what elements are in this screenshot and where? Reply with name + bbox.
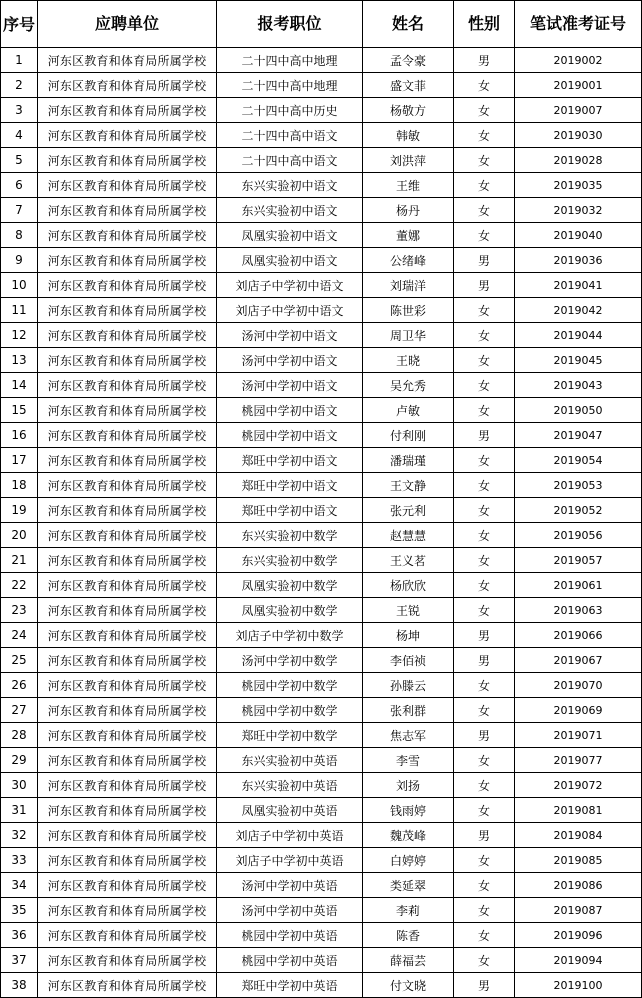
cell-name: 周卫华 (363, 323, 454, 348)
header-unit: 应聘单位 (38, 1, 217, 48)
table-row (1, 923, 642, 948)
cell-seq: 38 (1, 973, 38, 998)
cell-seq: 8 (1, 223, 38, 248)
cell-gender: 男 (454, 973, 515, 998)
cell-seq: 28 (1, 723, 38, 748)
table-row (1, 598, 642, 623)
cell-seq: 25 (1, 648, 38, 673)
cell-name: 王维 (363, 173, 454, 198)
cell-seq: 34 (1, 873, 38, 898)
cell-position: 汤河中学初中语文 (217, 323, 363, 348)
cell-gender: 女 (454, 73, 515, 98)
cell-name: 王晓 (363, 348, 454, 373)
cell-name: 吴允秀 (363, 373, 454, 398)
cell-gender: 女 (454, 323, 515, 348)
cell-gender: 女 (454, 923, 515, 948)
cell-position: 汤河中学初中语文 (217, 348, 363, 373)
cell-unit: 河东区教育和体育局所属学校 (38, 873, 217, 898)
cell-exam-id: 2019084 (515, 823, 642, 848)
cell-gender: 女 (454, 848, 515, 873)
cell-exam-id: 2019100 (515, 973, 642, 998)
cell-position: 刘店子中学初中语文 (217, 273, 363, 298)
cell-exam-id: 2019067 (515, 648, 642, 673)
table-header (1, 1, 642, 48)
cell-unit: 河东区教育和体育局所属学校 (38, 898, 217, 923)
header-exam-id: 笔试准考证号 (515, 1, 642, 48)
cell-name: 王义茗 (363, 548, 454, 573)
cell-seq: 15 (1, 398, 38, 423)
cell-unit: 河东区教育和体育局所属学校 (38, 373, 217, 398)
table-row (1, 48, 642, 73)
cell-position: 东兴实验初中语文 (217, 198, 363, 223)
cell-position: 二十四中高中历史 (217, 98, 363, 123)
cell-name: 李莉 (363, 898, 454, 923)
cell-exam-id: 2019085 (515, 848, 642, 873)
cell-exam-id: 2019070 (515, 673, 642, 698)
header-position: 报考职位 (217, 1, 363, 48)
cell-name: 公绪峰 (363, 248, 454, 273)
cell-gender: 男 (454, 648, 515, 673)
cell-seq: 16 (1, 423, 38, 448)
cell-name: 付利刚 (363, 423, 454, 448)
cell-exam-id: 2019050 (515, 398, 642, 423)
cell-name: 杨敬方 (363, 98, 454, 123)
cell-unit: 河东区教育和体育局所属学校 (38, 148, 217, 173)
cell-unit: 河东区教育和体育局所属学校 (38, 673, 217, 698)
cell-name: 杨欣欣 (363, 573, 454, 598)
table-row (1, 398, 642, 423)
cell-position: 桃园中学初中英语 (217, 948, 363, 973)
cell-seq: 33 (1, 848, 38, 873)
cell-gender: 女 (454, 773, 515, 798)
cell-name: 类延翠 (363, 873, 454, 898)
cell-exam-id: 2019041 (515, 273, 642, 298)
cell-gender: 女 (454, 448, 515, 473)
table-row (1, 298, 642, 323)
cell-unit: 河东区教育和体育局所属学校 (38, 698, 217, 723)
cell-name: 赵慧慧 (363, 523, 454, 548)
cell-position: 凤凰实验初中英语 (217, 798, 363, 823)
cell-exam-id: 2019028 (515, 148, 642, 173)
cell-position: 汤河中学初中英语 (217, 898, 363, 923)
cell-position: 东兴实验初中数学 (217, 523, 363, 548)
cell-gender: 男 (454, 823, 515, 848)
cell-gender: 女 (454, 173, 515, 198)
cell-unit: 河东区教育和体育局所属学校 (38, 48, 217, 73)
table-row (1, 223, 642, 248)
cell-unit: 河东区教育和体育局所属学校 (38, 298, 217, 323)
cell-seq: 27 (1, 698, 38, 723)
cell-gender: 女 (454, 598, 515, 623)
cell-exam-id: 2019044 (515, 323, 642, 348)
table-row (1, 473, 642, 498)
cell-seq: 22 (1, 573, 38, 598)
cell-name: 张利群 (363, 698, 454, 723)
table-row (1, 748, 642, 773)
cell-gender: 女 (454, 523, 515, 548)
cell-position: 东兴实验初中数学 (217, 548, 363, 573)
cell-position: 郑旺中学初中语文 (217, 448, 363, 473)
cell-unit: 河东区教育和体育局所属学校 (38, 248, 217, 273)
cell-unit: 河东区教育和体育局所属学校 (38, 923, 217, 948)
cell-position: 郑旺中学初中英语 (217, 973, 363, 998)
cell-seq: 26 (1, 673, 38, 698)
cell-unit: 河东区教育和体育局所属学校 (38, 323, 217, 348)
cell-position: 凤凰实验初中语文 (217, 248, 363, 273)
cell-unit: 河东区教育和体育局所属学校 (38, 198, 217, 223)
cell-exam-id: 2019077 (515, 748, 642, 773)
cell-seq: 14 (1, 373, 38, 398)
table-row (1, 523, 642, 548)
cell-gender: 女 (454, 748, 515, 773)
cell-seq: 18 (1, 473, 38, 498)
cell-gender: 男 (454, 723, 515, 748)
cell-unit: 河东区教育和体育局所属学校 (38, 473, 217, 498)
cell-unit: 河东区教育和体育局所属学校 (38, 773, 217, 798)
cell-exam-id: 2019054 (515, 448, 642, 473)
cell-seq: 19 (1, 498, 38, 523)
cell-exam-id: 2019040 (515, 223, 642, 248)
cell-exam-id: 2019052 (515, 498, 642, 523)
cell-gender: 女 (454, 298, 515, 323)
cell-name: 刘扬 (363, 773, 454, 798)
table-row (1, 73, 642, 98)
table-row (1, 773, 642, 798)
table-row (1, 98, 642, 123)
cell-unit: 河东区教育和体育局所属学校 (38, 973, 217, 998)
cell-exam-id: 2019030 (515, 123, 642, 148)
cell-exam-id: 2019081 (515, 798, 642, 823)
cell-unit: 河东区教育和体育局所属学校 (38, 548, 217, 573)
cell-name: 卢敏 (363, 398, 454, 423)
table-row (1, 123, 642, 148)
cell-name: 王文静 (363, 473, 454, 498)
cell-exam-id: 2019047 (515, 423, 642, 448)
table-row (1, 498, 642, 523)
header-name: 姓名 (363, 1, 454, 48)
cell-seq: 9 (1, 248, 38, 273)
cell-position: 郑旺中学初中数学 (217, 723, 363, 748)
cell-name: 李雪 (363, 748, 454, 773)
cell-gender: 女 (454, 373, 515, 398)
cell-seq: 4 (1, 123, 38, 148)
cell-unit: 河东区教育和体育局所属学校 (38, 623, 217, 648)
cell-name: 陈香 (363, 923, 454, 948)
header-row (1, 1, 642, 48)
cell-position: 凤凰实验初中数学 (217, 573, 363, 598)
cell-unit: 河东区教育和体育局所属学校 (38, 98, 217, 123)
cell-name: 魏茂峰 (363, 823, 454, 848)
cell-position: 汤河中学初中数学 (217, 648, 363, 673)
cell-gender: 女 (454, 198, 515, 223)
cell-exam-id: 2019007 (515, 98, 642, 123)
table-row (1, 448, 642, 473)
cell-seq: 10 (1, 273, 38, 298)
cell-exam-id: 2019001 (515, 73, 642, 98)
cell-exam-id: 2019096 (515, 923, 642, 948)
table-row (1, 898, 642, 923)
cell-name: 刘洪萍 (363, 148, 454, 173)
cell-unit: 河东区教育和体育局所属学校 (38, 798, 217, 823)
cell-unit: 河东区教育和体育局所属学校 (38, 498, 217, 523)
cell-unit: 河东区教育和体育局所属学校 (38, 223, 217, 248)
cell-position: 桃园中学初中英语 (217, 923, 363, 948)
cell-gender: 女 (454, 98, 515, 123)
cell-name: 薛福芸 (363, 948, 454, 973)
cell-position: 郑旺中学初中语文 (217, 473, 363, 498)
cell-unit: 河东区教育和体育局所属学校 (38, 73, 217, 98)
cell-unit: 河东区教育和体育局所属学校 (38, 123, 217, 148)
cell-seq: 1 (1, 48, 38, 73)
cell-position: 桃园中学初中语文 (217, 423, 363, 448)
cell-gender: 女 (454, 498, 515, 523)
cell-unit: 河东区教育和体育局所属学校 (38, 748, 217, 773)
header-gender: 性别 (454, 1, 515, 48)
table-row (1, 848, 642, 873)
cell-gender: 女 (454, 123, 515, 148)
table-row (1, 798, 642, 823)
table-row (1, 948, 642, 973)
cell-exam-id: 2019086 (515, 873, 642, 898)
cell-name: 白婷婷 (363, 848, 454, 873)
cell-seq: 23 (1, 598, 38, 623)
cell-name: 潘瑞瑾 (363, 448, 454, 473)
cell-name: 李佰祯 (363, 648, 454, 673)
cell-exam-id: 2019036 (515, 248, 642, 273)
table-row (1, 323, 642, 348)
cell-unit: 河东区教育和体育局所属学校 (38, 523, 217, 548)
cell-position: 二十四中高中语文 (217, 123, 363, 148)
table-row (1, 548, 642, 573)
cell-name: 付文晓 (363, 973, 454, 998)
table-row (1, 823, 642, 848)
table-row (1, 623, 642, 648)
cell-seq: 20 (1, 523, 38, 548)
cell-seq: 13 (1, 348, 38, 373)
cell-position: 凤凰实验初中数学 (217, 598, 363, 623)
cell-seq: 29 (1, 748, 38, 773)
cell-name: 韩敏 (363, 123, 454, 148)
cell-exam-id: 2019057 (515, 548, 642, 573)
cell-exam-id: 2019032 (515, 198, 642, 223)
cell-seq: 36 (1, 923, 38, 948)
cell-unit: 河东区教育和体育局所属学校 (38, 598, 217, 623)
cell-seq: 17 (1, 448, 38, 473)
cell-unit: 河东区教育和体育局所属学校 (38, 448, 217, 473)
cell-gender: 男 (454, 423, 515, 448)
cell-seq: 37 (1, 948, 38, 973)
cell-name: 王锐 (363, 598, 454, 623)
table-row (1, 698, 642, 723)
cell-gender: 女 (454, 898, 515, 923)
cell-position: 刘店子中学初中数学 (217, 623, 363, 648)
cell-seq: 32 (1, 823, 38, 848)
cell-seq: 3 (1, 98, 38, 123)
cell-gender: 女 (454, 348, 515, 373)
cell-exam-id: 2019043 (515, 373, 642, 398)
cell-gender: 女 (454, 798, 515, 823)
cell-unit: 河东区教育和体育局所属学校 (38, 273, 217, 298)
cell-name: 钱雨婷 (363, 798, 454, 823)
cell-position: 桃园中学初中数学 (217, 698, 363, 723)
cell-name: 杨丹 (363, 198, 454, 223)
cell-position: 东兴实验初中英语 (217, 773, 363, 798)
cell-gender: 女 (454, 548, 515, 573)
cell-exam-id: 2019066 (515, 623, 642, 648)
table-row (1, 423, 642, 448)
cell-seq: 30 (1, 773, 38, 798)
cell-exam-id: 2019056 (515, 523, 642, 548)
cell-gender: 男 (454, 273, 515, 298)
cell-exam-id: 2019053 (515, 473, 642, 498)
cell-seq: 35 (1, 898, 38, 923)
table-row (1, 173, 642, 198)
cell-position: 刘店子中学初中语文 (217, 298, 363, 323)
cell-position: 凤凰实验初中语文 (217, 223, 363, 248)
cell-unit: 河东区教育和体育局所属学校 (38, 823, 217, 848)
cell-exam-id: 2019061 (515, 573, 642, 598)
cell-exam-id: 2019045 (515, 348, 642, 373)
cell-gender: 女 (454, 223, 515, 248)
cell-seq: 21 (1, 548, 38, 573)
cell-unit: 河东区教育和体育局所属学校 (38, 348, 217, 373)
cell-position: 二十四中高中地理 (217, 48, 363, 73)
cell-seq: 12 (1, 323, 38, 348)
cell-position: 二十四中高中语文 (217, 148, 363, 173)
cell-exam-id: 2019087 (515, 898, 642, 923)
cell-exam-id: 2019035 (515, 173, 642, 198)
cell-gender: 男 (454, 48, 515, 73)
cell-unit: 河东区教育和体育局所属学校 (38, 423, 217, 448)
table-body (1, 48, 642, 998)
cell-name: 陈世彩 (363, 298, 454, 323)
cell-seq: 11 (1, 298, 38, 323)
table-row (1, 648, 642, 673)
cell-position: 汤河中学初中语文 (217, 373, 363, 398)
cell-seq: 5 (1, 148, 38, 173)
cell-gender: 女 (454, 873, 515, 898)
cell-name: 孙滕云 (363, 673, 454, 698)
table-row (1, 973, 642, 998)
cell-name: 董娜 (363, 223, 454, 248)
cell-position: 二十四中高中地理 (217, 73, 363, 98)
cell-gender: 男 (454, 248, 515, 273)
cell-gender: 女 (454, 473, 515, 498)
cell-unit: 河东区教育和体育局所属学校 (38, 723, 217, 748)
cell-position: 汤河中学初中英语 (217, 873, 363, 898)
cell-name: 刘瑞洋 (363, 273, 454, 298)
cell-position: 东兴实验初中英语 (217, 748, 363, 773)
cell-exam-id: 2019071 (515, 723, 642, 748)
table-row (1, 273, 642, 298)
table-row (1, 673, 642, 698)
cell-unit: 河东区教育和体育局所属学校 (38, 398, 217, 423)
cell-name: 孟令豪 (363, 48, 454, 73)
cell-gender: 女 (454, 148, 515, 173)
cell-exam-id: 2019042 (515, 298, 642, 323)
cell-name: 焦志军 (363, 723, 454, 748)
cell-seq: 6 (1, 173, 38, 198)
cell-unit: 河东区教育和体育局所属学校 (38, 848, 217, 873)
cell-gender: 女 (454, 698, 515, 723)
cell-unit: 河东区教育和体育局所属学校 (38, 948, 217, 973)
table-row (1, 198, 642, 223)
header-seq: 序号 (1, 1, 38, 48)
cell-exam-id: 2019094 (515, 948, 642, 973)
cell-gender: 男 (454, 623, 515, 648)
cell-position: 桃园中学初中语文 (217, 398, 363, 423)
cell-gender: 女 (454, 673, 515, 698)
cell-position: 刘店子中学初中英语 (217, 848, 363, 873)
cell-exam-id: 2019063 (515, 598, 642, 623)
cell-name: 张元利 (363, 498, 454, 523)
cell-position: 郑旺中学初中语文 (217, 498, 363, 523)
cell-name: 盛文菲 (363, 73, 454, 98)
cell-seq: 31 (1, 798, 38, 823)
cell-name: 杨坤 (363, 623, 454, 648)
table-row (1, 573, 642, 598)
table-row (1, 148, 642, 173)
cell-position: 桃园中学初中数学 (217, 673, 363, 698)
cell-gender: 女 (454, 573, 515, 598)
table-row (1, 873, 642, 898)
cell-seq: 7 (1, 198, 38, 223)
cell-unit: 河东区教育和体育局所属学校 (38, 173, 217, 198)
cell-unit: 河东区教育和体育局所属学校 (38, 648, 217, 673)
cell-exam-id: 2019072 (515, 773, 642, 798)
table-row (1, 723, 642, 748)
cell-unit: 河东区教育和体育局所属学校 (38, 573, 217, 598)
cell-position: 刘店子中学初中英语 (217, 823, 363, 848)
table-row (1, 373, 642, 398)
cell-gender: 女 (454, 398, 515, 423)
table-row (1, 248, 642, 273)
cell-gender: 女 (454, 948, 515, 973)
cell-seq: 24 (1, 623, 38, 648)
cell-position: 东兴实验初中语文 (217, 173, 363, 198)
table-row (1, 348, 642, 373)
cell-exam-id: 2019002 (515, 48, 642, 73)
cell-seq: 2 (1, 73, 38, 98)
cell-exam-id: 2019069 (515, 698, 642, 723)
